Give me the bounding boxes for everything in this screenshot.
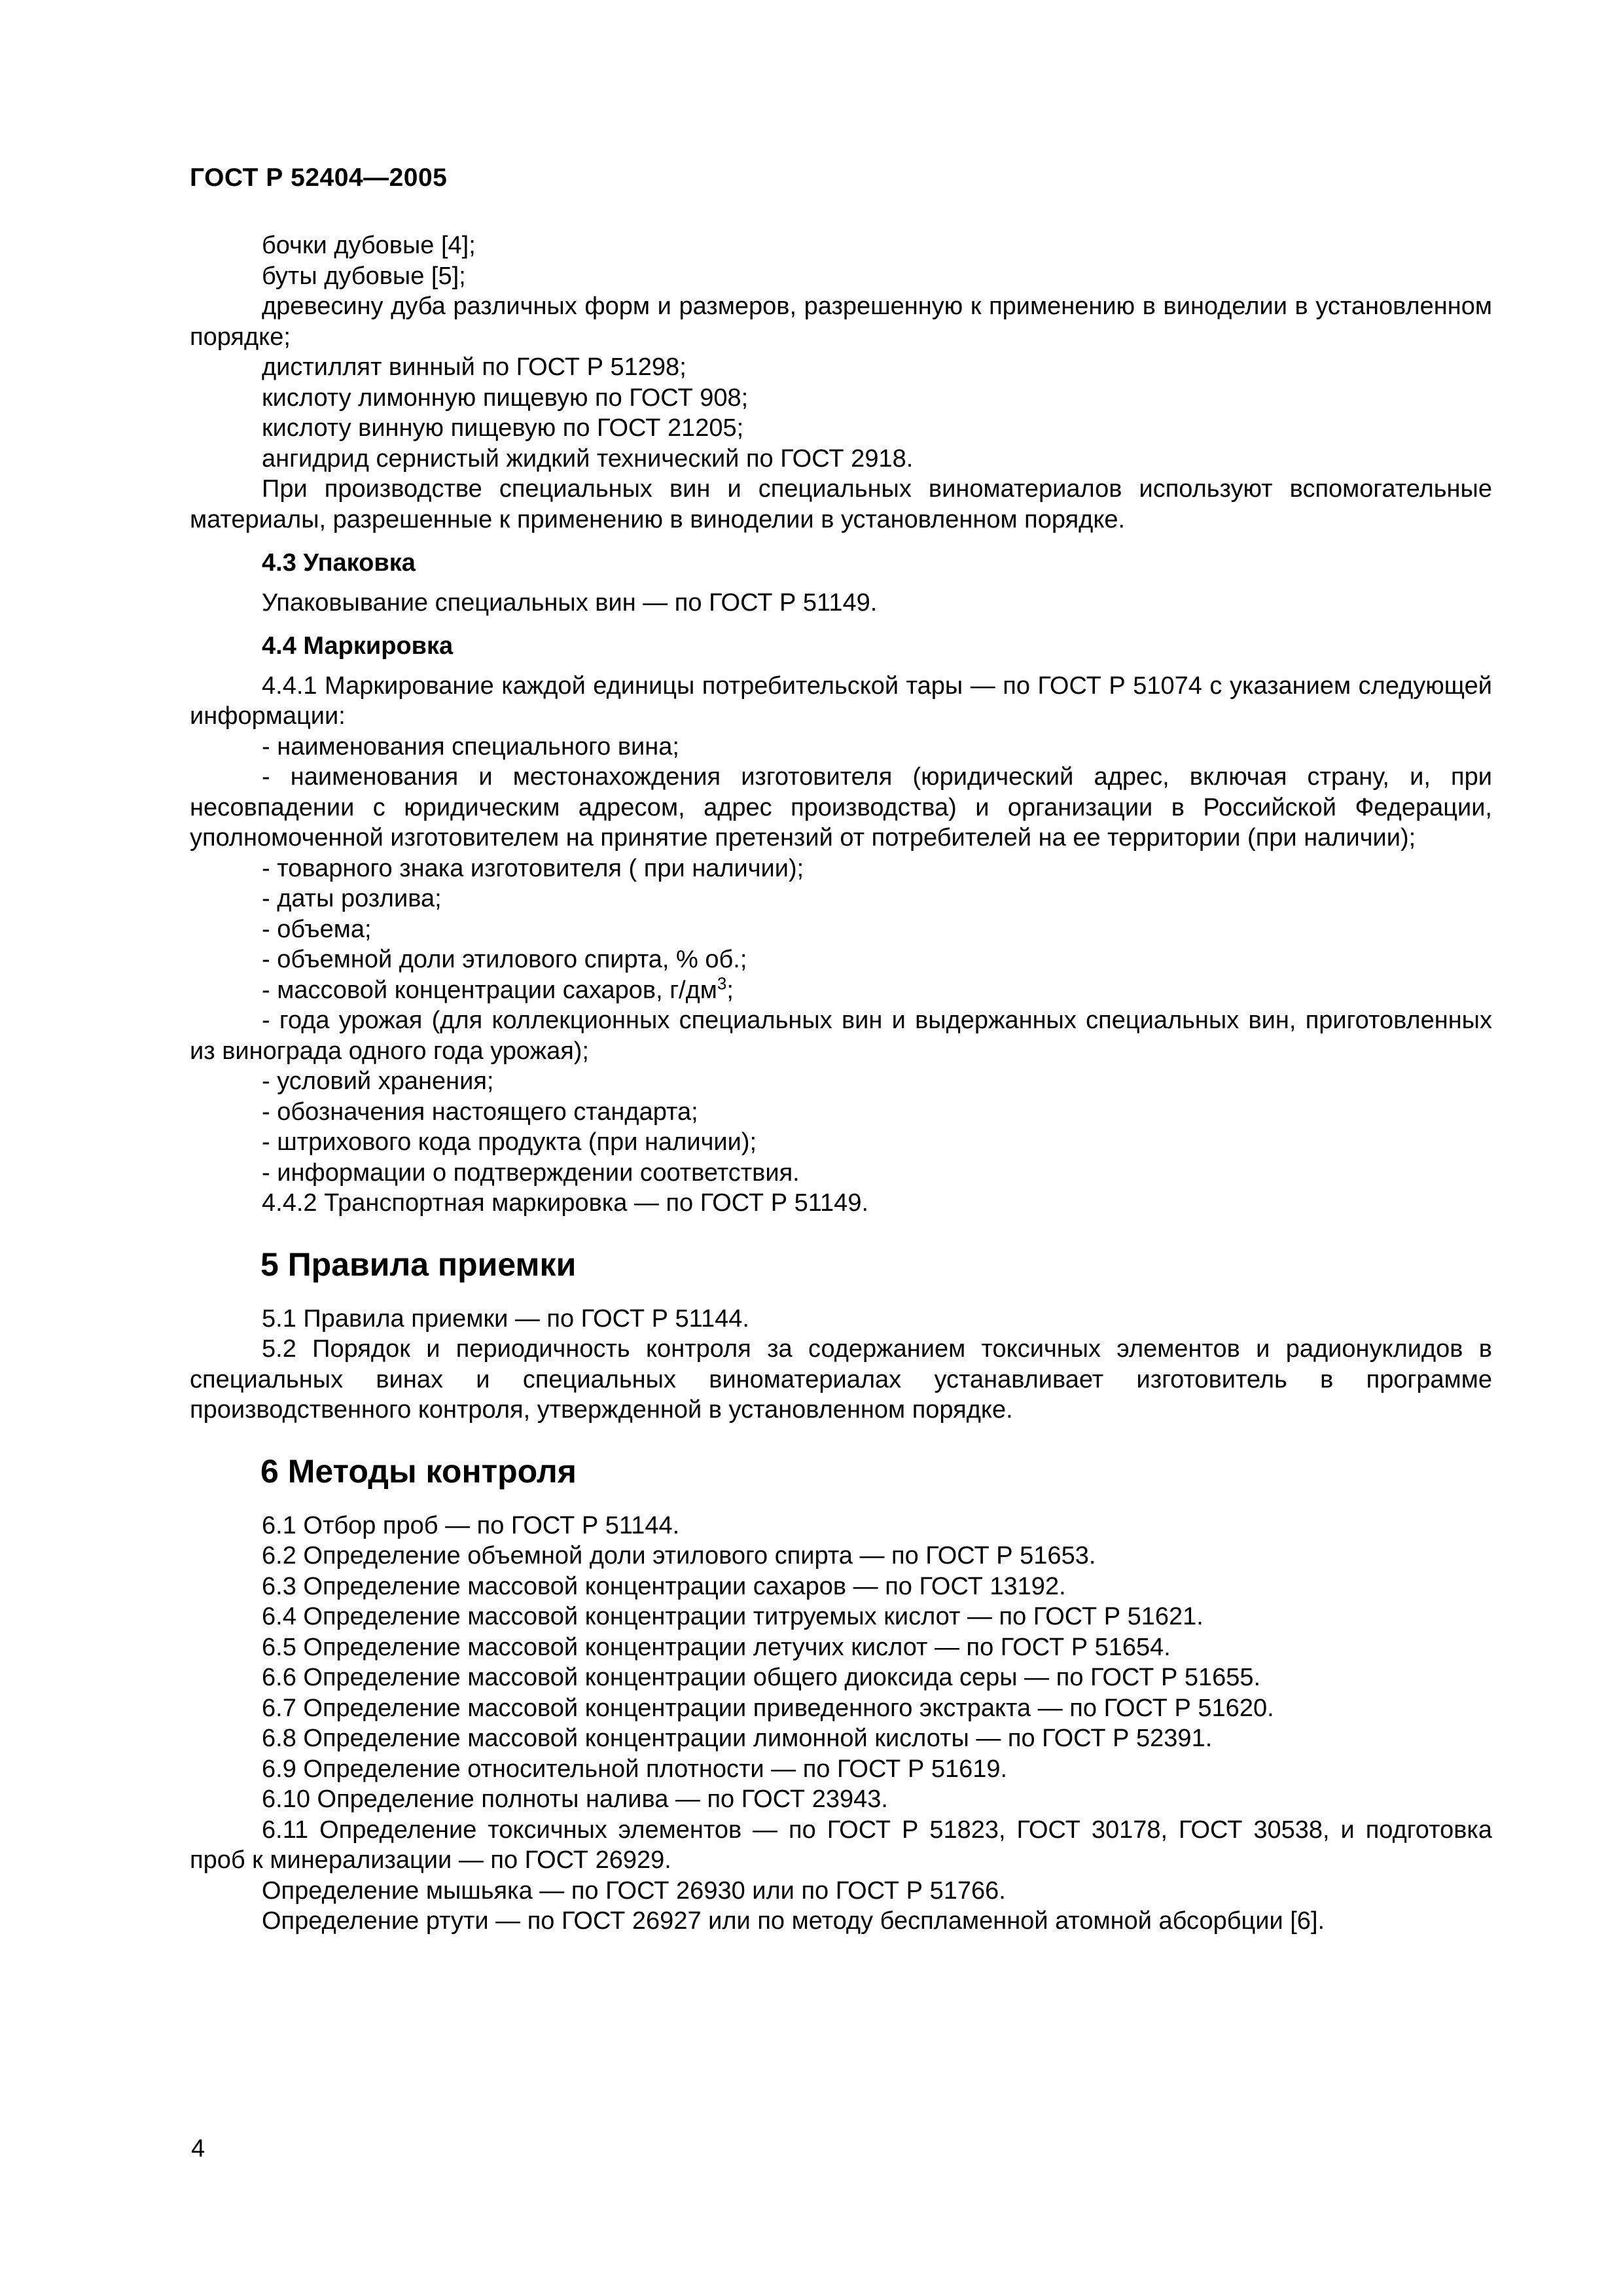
method-item: 6.10 Определение полноты налива — по ГОСТ 23943. bbox=[262, 1785, 888, 1813]
method-item: 6.4 Определение массовой концентрации титруемых кислот — по ГОСТ Р 51621. bbox=[262, 1603, 1204, 1630]
method-item: 6.6 Определение массовой концентрации общего диоксида серы — по ГОСТ Р 51655. bbox=[262, 1664, 1261, 1691]
method-item: 6.8 Определение массовой концентрации лимонной кислоты — по ГОСТ Р 52391. bbox=[262, 1725, 1213, 1752]
material-item: кислоту лимонную пищевую по ГОСТ 908; bbox=[262, 384, 749, 412]
marking-item: - обозначения настоящего стандарта; bbox=[262, 1098, 698, 1126]
marking-item: - даты розлива; bbox=[262, 885, 442, 912]
material-item: древесину дуба различных форм и размеров, разрешенную к применению в виноделии в установленном порядке; bbox=[190, 293, 1492, 351]
marking-item-sugar bbox=[190, 975, 1492, 1006]
materials-note: При производстве специальных вин и специальных виноматериалов используют вспомогательные материалы, разрешенные к применению в виноделии в установленном порядке. bbox=[190, 475, 1492, 533]
marking-item: - объема; bbox=[262, 915, 372, 943]
page-number: 4 bbox=[191, 2135, 205, 2162]
marking-item: - товарного знака изготовителя ( при наличии); bbox=[262, 854, 804, 882]
marking-item: - информации о подтверждении соответствия. bbox=[262, 1158, 800, 1187]
acceptance-item: 5.1 Правила приемки — по ГОСТ Р 51144. bbox=[262, 1304, 749, 1333]
method-item: 6.11 Определение токсичных элементов — по ГОСТ Р 51823, ГОСТ 30178, ГОСТ 30538, и подготовка проб к минерализации — по ГОСТ 26929. bbox=[190, 1816, 1492, 1874]
sugar-text: - массовой концентрации сахаров, г/дм bbox=[262, 976, 717, 1004]
section-title-5: 5 Правила приемки bbox=[260, 1246, 577, 1283]
sugar-end: ; bbox=[726, 976, 734, 1004]
method-item: 6.7 Определение массовой концентрации приведенного экстракта — по ГОСТ Р 51620. bbox=[262, 1694, 1274, 1722]
packaging-text: Упаковывание специальных вин — по ГОСТ Р 51149. bbox=[262, 588, 878, 617]
method-item: 6.9 Определение относительной плотности — по ГОСТ Р 51619. bbox=[262, 1755, 1008, 1783]
method-item: Определение ртути — по ГОСТ 26927 или по методу беспламенной атомной абсорбции [6]. bbox=[262, 1907, 1325, 1935]
subsection-title-4-3: 4.3 Упаковка bbox=[262, 549, 416, 577]
document-body bbox=[190, 230, 1492, 1937]
marking-item: - года урожая (для коллекционных специальных вин и выдержанных специальных вин, приготовленных из винограда одного года урожая); bbox=[190, 1007, 1492, 1065]
method-item: 6.1 Отбор проб — по ГОСТ Р 51144. bbox=[262, 1511, 680, 1539]
marking-item: - объемной доли этилового спирта, % об.; bbox=[262, 946, 747, 973]
material-item: бочки дубовые [4]; bbox=[262, 232, 476, 259]
marking-item: - наименования и местонахождения изготовителя (юридический адрес, включая страну, и, при несовпадении с юридическим адресом, адрес производства) и организации в Российской Федерации, уполномоченной изготовителем на принятие претензий от потребителей на ее территории (при наличии); bbox=[190, 763, 1492, 852]
method-item: 6.5 Определение массовой концентрации летучих кислот — по ГОСТ Р 51654. bbox=[262, 1633, 1171, 1661]
sugar-superscript: 3 bbox=[717, 973, 727, 993]
method-item: Определение мышьяка — по ГОСТ 26930 или по ГОСТ Р 51766. bbox=[262, 1876, 1006, 1905]
marking-item: - штрихового кода продукта (при наличии); bbox=[262, 1128, 757, 1156]
marking-intro: 4.4.1 Маркирование каждой единицы потребительской тары — по ГОСТ Р 51074 с указанием следующей информации: bbox=[190, 672, 1492, 730]
material-item: ангидрид сернистый жидкий технический по ГОСТ 2918. bbox=[262, 444, 914, 473]
transport-marking: 4.4.2 Транспортная маркировка — по ГОСТ Р 51149. bbox=[262, 1189, 869, 1217]
material-item: кислоту винную пищевую по ГОСТ 21205; bbox=[262, 414, 744, 442]
section-title-6: 6 Методы контроля bbox=[260, 1452, 577, 1490]
acceptance-item: 5.2 Порядок и периодичность контроля за содержанием токсичных элементов и радионуклидов в специальных винах и специальных виноматериалах устанавливает изготовитель в программе производственного контроля, утвержденной в установленном порядке. bbox=[190, 1335, 1492, 1424]
material-item: буты дубовые [5]; bbox=[262, 262, 466, 290]
document-header: ГОСТ Р 52404—2005 bbox=[190, 164, 448, 192]
method-item: 6.2 Определение объемной доли этилового спирта — по ГОСТ Р 51653. bbox=[262, 1542, 1096, 1570]
marking-item: - наименования специального вина; bbox=[262, 732, 679, 761]
marking-item: - условий хранения; bbox=[262, 1067, 494, 1095]
method-item: 6.3 Определение массовой концентрации сахаров — по ГОСТ 13192. bbox=[262, 1572, 1066, 1600]
subsection-title-4-4: 4.4 Маркировка bbox=[262, 632, 454, 660]
material-item: дистиллят винный по ГОСТ Р 51298; bbox=[262, 353, 687, 381]
